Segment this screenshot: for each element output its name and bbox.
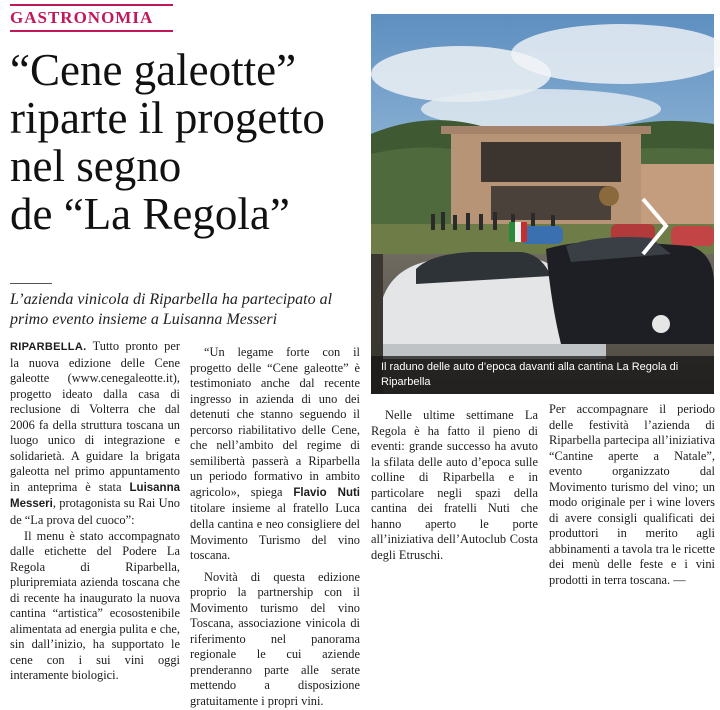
headline-line: de “La Regola” xyxy=(10,189,290,239)
article-paragraph: Per accompagnare il periodo delle festività l’azienda di Riparbella partecipa all’iniziativa “Cantine aperte a Natale”, evento organizzato dal Movimento turismo del vino; un modo originale per i wine lovers di avere consigli qualificati dei produttori in merito agli abbinamenti a tavola tra le ricette dei menù delle feste e i vini prodotti in terra toscana. — xyxy=(549,402,715,588)
article-column-2 xyxy=(190,339,360,709)
article-column-1 xyxy=(10,339,180,683)
photo-winery-cars-image xyxy=(371,14,714,394)
article-column-4 xyxy=(549,402,715,589)
photo-caption: Il raduno delle auto d’epoca davanti alla cantina La Regola di Riparbella xyxy=(371,356,714,394)
person-name: Flavio Nuti xyxy=(293,486,360,499)
headline xyxy=(10,46,368,238)
section-rule-bottom xyxy=(10,30,173,32)
headline-line: nel segno xyxy=(10,141,182,191)
article-paragraph: Il menu è stato accompagnato dalle etichette del Podere La Regola di Riparbella, pluripremiata azienda toscana che di recente ha inaugurato la nuova cantina “artistica” ecosostenibile alimentata ad energia pulita e che, sin dall’inizio, ha supportato le cene con i sui vini oggi interamente biologici. xyxy=(10,528,180,683)
subhead-rule xyxy=(10,283,52,284)
section-label: GASTRONOMIA xyxy=(10,8,154,27)
paragraph-text: , protagonista su Rai Uno de “La prova del cuoco”: xyxy=(10,496,180,528)
article-column-3 xyxy=(371,402,538,563)
article-paragraph: Nelle ultime settimane La Regola è ha fatto il pieno di eventi: grande successo ha avuto la sfilata delle auto d’epoca sulle colline di Riparbella e in particolare negli spazi della cantina dei fratelli Nuti che hanno aperto le porte all’iniziativa dell’Autoclub Costa degli Etruschi. xyxy=(371,408,538,562)
headline-line: riparte il progetto xyxy=(10,93,325,143)
article-photo xyxy=(371,14,714,394)
article-paragraph xyxy=(10,339,180,529)
dateline: RIPARBELLA. xyxy=(10,341,87,353)
article-paragraph xyxy=(190,345,360,564)
paragraph-text: Tutto pronto per la nuova edizione delle Cene galeotte (www.cenegaleotte.it), progetto ideato dalla casa di reclusione di Volterra che dal 2006 fa della struttura toscana un luogo unico di integrazione e solidarietà. A guidare la brigata galeotta nel primo appuntamento in anteprima è stata xyxy=(10,339,180,494)
paragraph-text: titolare insieme al fratello Luca della cantina e neo consigliere del Movimento Turismo del vino toscana. xyxy=(190,501,360,563)
headline-line: “Cene galeotte” xyxy=(10,45,297,95)
section-rule-top xyxy=(10,4,173,6)
person-name: Luisanna Messeri xyxy=(10,481,180,511)
article-paragraph: Novità di questa edizione proprio la partnership con il Movimento turismo del vino Toscana, associazione vinicola di riferimento nel panorama regionale le cui aziende prenderanno parte alle serate mettendo a disposizione gratuitamente i propri vini. xyxy=(190,569,360,709)
subhead: L’azienda vinicola di Riparbella ha partecipato al primo evento insieme a Luisanna Messeri xyxy=(10,291,333,328)
paragraph-text: “Un legame forte con il progetto delle “Cene galeotte” è testimoniato anche dal recente ingresso in azienda di uno dei detenuti che stanno seguendo il percorso riabilitativo delle Cene, che nell’ambito del regime di semilibertà passerà a Riparbella un periodo formativo in ambito agricolo», spiega xyxy=(190,345,360,499)
